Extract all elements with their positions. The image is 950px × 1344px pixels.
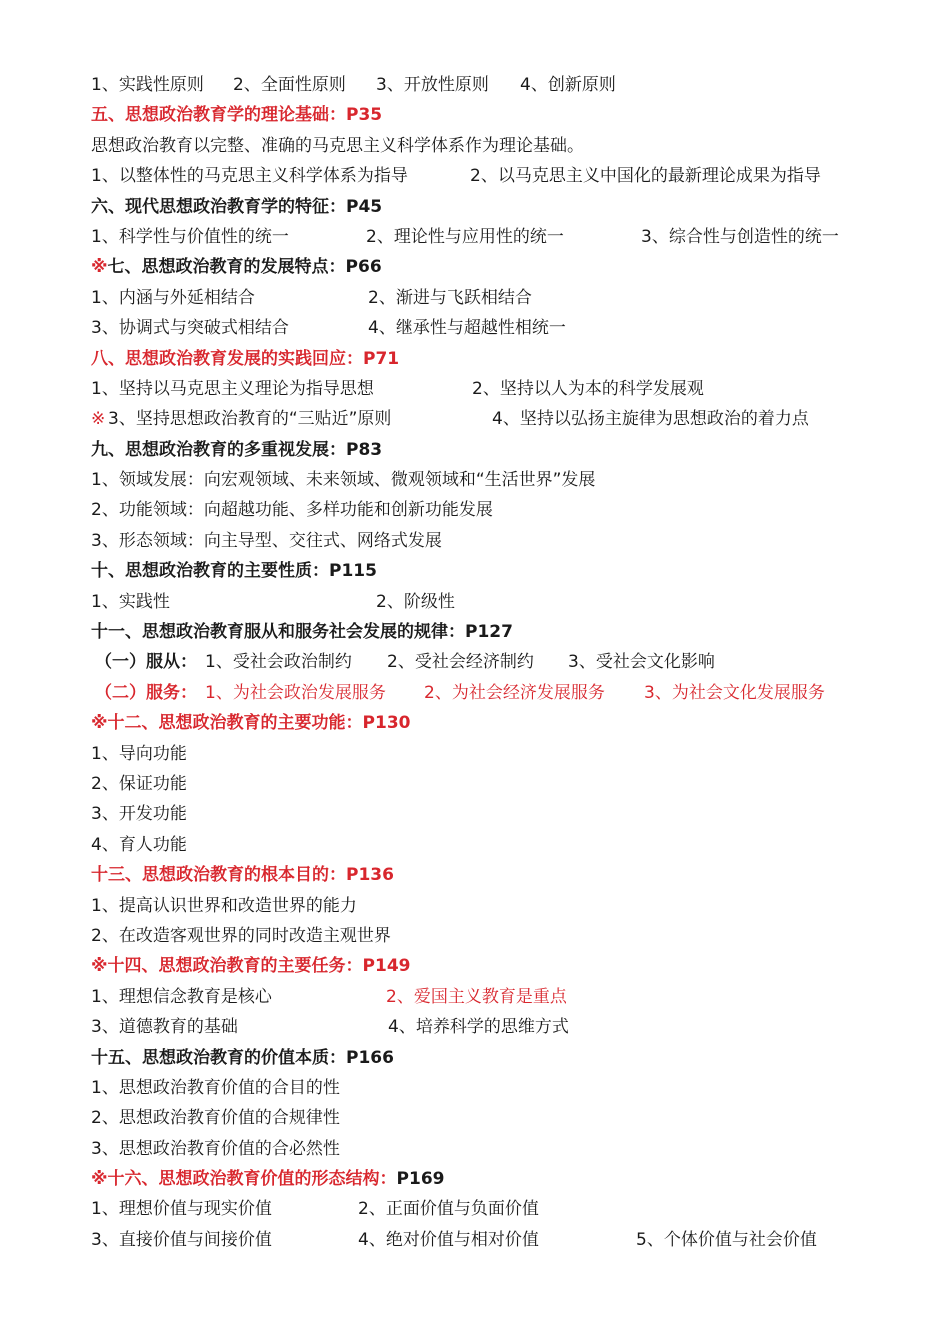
heading-text: 十四、思想政治教育的主要任务：P149 [107, 956, 411, 977]
list-item: 4、培养科学的思维方式 [388, 1017, 569, 1038]
heading-text: 八、思想政治教育发展的实践回应：P71 [91, 348, 400, 369]
list-item: 2、爱国主义教育是重点 [386, 986, 567, 1007]
list-item: 思想政治教育以完整、准确的马克思主义科学体系作为理论基础。 [91, 135, 584, 156]
heading-text: 十二、思想政治教育的主要功能：P130 [107, 713, 411, 734]
list-item: 2、渐进与飞跃相结合 [368, 287, 532, 308]
list-line [0, 1134, 950, 1164]
list-line [0, 404, 950, 434]
heading-text: 十、思想政治教育的主要性质：P115 [91, 561, 377, 582]
list-item: 1、受社会政治制约 [205, 652, 352, 673]
list-line [0, 587, 950, 617]
list-item: 2、理论性与应用性的统一 [366, 226, 564, 247]
sub-label: （二）服务： [95, 682, 197, 703]
list-item: 1、理想价值与现实价值 [91, 1199, 272, 1220]
list-line [0, 222, 950, 252]
asterisk-mark: ※ [91, 1169, 108, 1190]
asterisk-mark: ※ [91, 257, 108, 278]
list-line [0, 799, 950, 829]
list-item: 3、协调式与突破式相结合 [91, 318, 289, 339]
list-line [0, 769, 950, 799]
list-item: 2、为社会经济发展服务 [424, 682, 605, 703]
sub-label: （一）服从： [95, 652, 197, 673]
section-heading [0, 344, 950, 374]
asterisk-mark: ※ [91, 713, 108, 734]
list-item: 1、提高认识世界和改造世界的能力 [91, 895, 357, 916]
list-line [0, 982, 950, 1012]
list-item: 2、保证功能 [91, 773, 187, 794]
list-line [0, 921, 950, 951]
list-item: 4、育人功能 [91, 834, 187, 855]
list-item: 2、功能领域：向超越功能、多样功能和创新功能发展 [91, 500, 493, 521]
list-item: 3、直接价值与间接价值 [91, 1229, 272, 1250]
list-item: 1、实践性 [91, 591, 170, 612]
list-line [0, 739, 950, 769]
list-item: 2、坚持以人为本的科学发展观 [472, 378, 704, 399]
section-heading [0, 556, 950, 586]
list-item: 1、科学性与价值性的统一 [91, 226, 289, 247]
list-item: 1、领域发展：向宏观领域、未来领域、微观领域和“生活世界”发展 [91, 470, 596, 491]
list-item: 3、综合性与创造性的统一 [641, 226, 839, 247]
list-item: 1、坚持以马克思主义理论为指导思想 [91, 378, 374, 399]
list-line [0, 1194, 950, 1224]
asterisk-mark: ※ [91, 956, 108, 977]
list-item: 3、形态领域：向主导型、交往式、网络式发展 [91, 530, 442, 551]
heading-text: 七、思想政治教育的发展特点：P66 [107, 257, 382, 278]
section-heading [0, 252, 950, 282]
list-line [0, 161, 950, 191]
heading-text: 九、思想政治教育的多重视发展：P83 [91, 439, 383, 460]
list-line [0, 526, 950, 556]
list-item: 4、创新原则 [520, 75, 616, 95]
list-item: 4、坚持以弘扬主旋律为思想政治的着力点 [492, 409, 809, 430]
section-heading [0, 192, 950, 222]
heading-text: 十六、思想政治教育价值的形态结构： [107, 1169, 397, 1190]
heading-text: 十三、思想政治教育的根本目的：P136 [91, 865, 394, 886]
heading-text: 十一、思想政治教育服从和服务社会发展的规律：P127 [91, 622, 513, 643]
heading-text: 六、现代思想政治教育学的特征：P45 [91, 196, 383, 217]
list-item: 2、正面价值与负面价值 [358, 1199, 539, 1220]
list-item: 1、内涵与外延相结合 [91, 287, 255, 308]
list-item: 2、思想政治教育价值的合规律性 [91, 1108, 340, 1129]
section-heading [0, 100, 950, 130]
list-item: 3、开放性原则 [376, 75, 489, 95]
section-heading [0, 617, 950, 647]
list-line [0, 1225, 950, 1255]
list-item: 3、坚持思想政治教育的“三贴近”原则 [108, 409, 392, 430]
list-item: 5、个体价值与社会价值 [636, 1229, 817, 1250]
list-item: 1、为社会政治发展服务 [205, 682, 386, 703]
section-heading [0, 435, 950, 465]
list-line [0, 830, 950, 860]
list-item: 3、思想政治教育价值的合必然性 [91, 1138, 340, 1159]
section-heading [0, 1043, 950, 1073]
list-line [0, 465, 950, 495]
list-line [0, 374, 950, 404]
list-item: 1、以整体性的马克思主义科学体系为指导 [91, 166, 408, 187]
list-line [0, 891, 950, 921]
section-heading [0, 708, 950, 738]
list-line [0, 495, 950, 525]
list-item: 3、受社会文化影响 [568, 652, 715, 673]
list-line [0, 647, 950, 677]
section-heading [0, 1164, 950, 1194]
section-heading [0, 951, 950, 981]
list-line [0, 678, 950, 708]
list-item: 2、以马克思主义中国化的最新理论成果为指导 [470, 166, 821, 187]
list-line [0, 131, 950, 161]
list-item: 2、受社会经济制约 [387, 652, 534, 673]
list-line [0, 1073, 950, 1103]
asterisk-mark: ※ [91, 409, 106, 430]
heading-text: 十五、思想政治教育的价值本质：P166 [91, 1047, 394, 1068]
list-item: 3、为社会文化发展服务 [644, 682, 825, 703]
list-item: 1、理想信念教育是核心 [91, 986, 272, 1007]
list-line [0, 70, 950, 100]
list-item: 1、导向功能 [91, 743, 187, 764]
list-line [0, 1103, 950, 1133]
list-item: 2、阶级性 [376, 591, 455, 612]
list-line [0, 1012, 950, 1042]
list-item: 3、道德教育的基础 [91, 1017, 238, 1038]
list-item: 2、全面性原则 [233, 75, 346, 95]
document-page [0, 70, 950, 1255]
list-item: 4、继承性与超越性相统一 [368, 318, 566, 339]
list-item: 3、开发功能 [91, 804, 187, 825]
section-heading [0, 860, 950, 890]
list-line [0, 283, 950, 313]
page-reference: P169 [396, 1169, 445, 1190]
list-item: 1、思想政治教育价值的合目的性 [91, 1077, 340, 1098]
list-item: 4、绝对价值与相对价值 [358, 1229, 539, 1250]
list-item: 2、在改造客观世界的同时改造主观世界 [91, 925, 391, 946]
list-item: 1、实践性原则 [91, 75, 204, 95]
heading-text: 五、思想政治教育学的理论基础：P35 [91, 105, 383, 126]
list-line [0, 313, 950, 343]
